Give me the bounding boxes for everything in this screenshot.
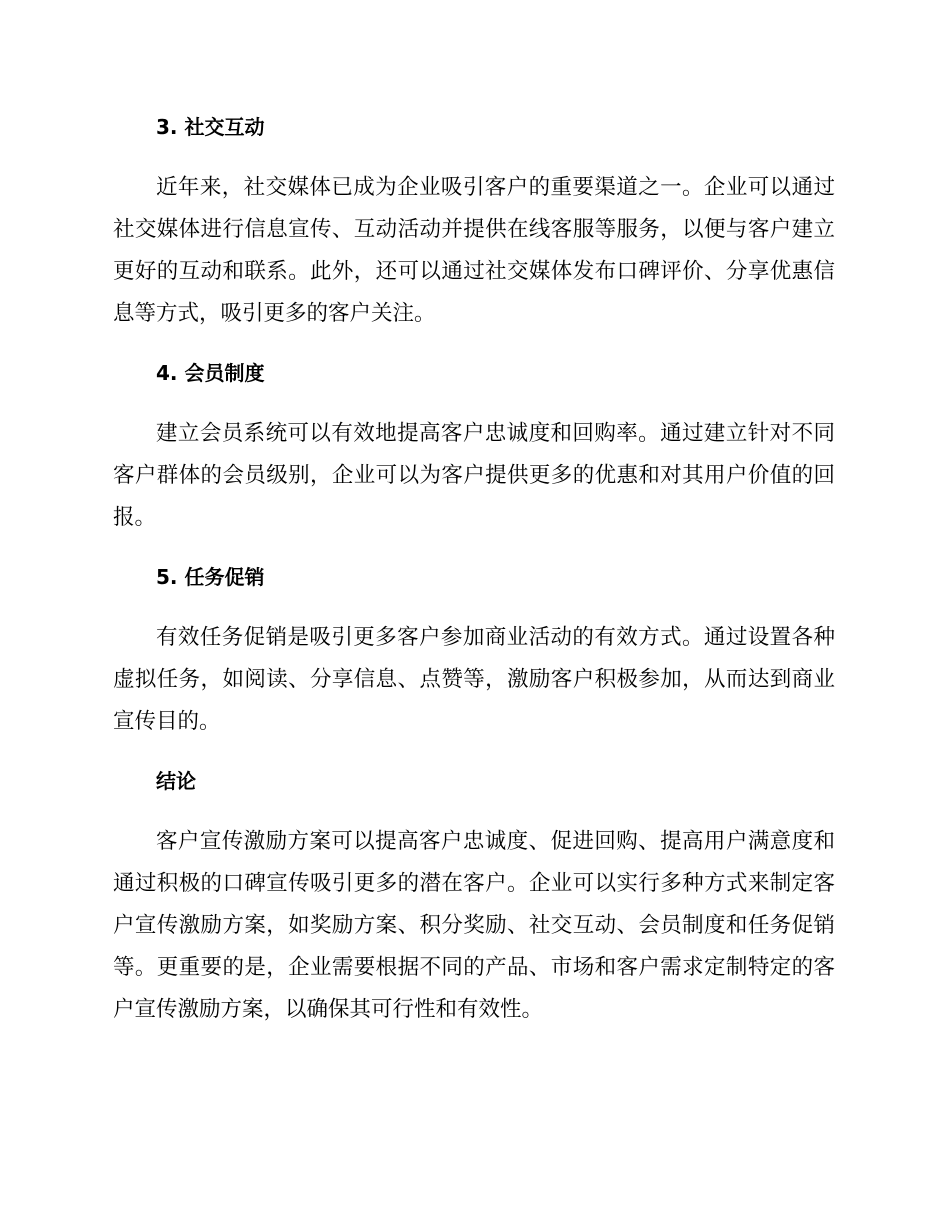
section-heading-social-interaction: 3. 社交互动: [156, 115, 265, 139]
section-heading-conclusion: 结论: [156, 769, 196, 793]
document-page: [113, 113, 835, 1031]
section-heading-task-promotion: 5. 任务促销: [156, 565, 265, 589]
section-body-task-promotion: 有效任务促销是吸引更多客户参加商业活动的有效方式。通过设置各种虚拟任务，如阅读、分享信息、点赞等，激励客户积极参加，从而达到商业宣传目的。: [113, 625, 835, 734]
section-heading-membership: 4. 会员制度: [156, 361, 265, 385]
section-body-membership: 建立会员系统可以有效地提高客户忠诚度和回购率。通过建立针对不同客户群体的会员级别，企业可以为客户提供更多的优惠和对其用户价值的回报。: [113, 421, 835, 530]
section-body-conclusion: 客户宣传激励方案可以提高客户忠诚度、促进回购、提高用户满意度和通过积极的口碑宣传吸引更多的潜在客户。企业可以实行多种方式来制定客户宣传激励方案，如奖励方案、积分奖励、社交互动、会员制度和任务促销等。更重要的是，企业需要根据不同的产品、市场和客户需求定制特定的客户宣传激励方案，以确保其可行性和有效性。: [113, 829, 835, 1022]
section-body-social-interaction: 近年来，社交媒体已成为企业吸引客户的重要渠道之一。企业可以通过社交媒体进行信息宣传、互动活动并提供在线客服等服务，以便与客户建立更好的互动和联系。此外，还可以通过社交媒体发布口碑评价、分享优惠信息等方式，吸引更多的客户关注。: [113, 175, 835, 326]
